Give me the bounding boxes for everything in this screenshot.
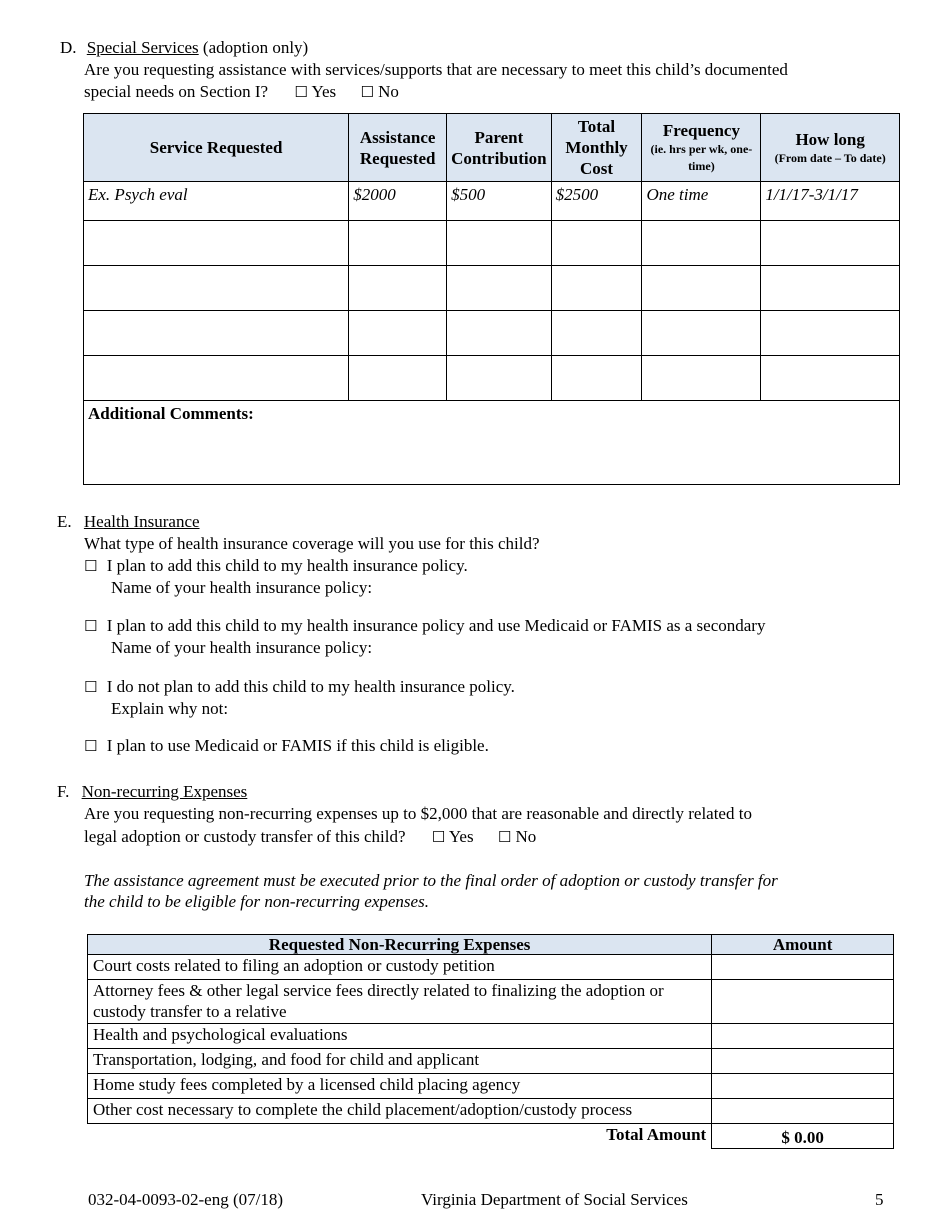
section-d-question-line2 [84,81,399,103]
table-row [88,980,894,1024]
table-row [88,1024,894,1049]
contribution-cell[interactable] [447,221,551,266]
insurance-option-3-subtext: Explain why not: [111,699,229,718]
nre-amount-input[interactable] [712,1074,894,1099]
section-f-question-line1: Are you requesting non-recurring expenses up to $2,000 that are reasonable and directly related to [84,804,752,823]
nre-amount-input[interactable] [712,1024,894,1049]
section-d-title: Special Services [86,38,199,57]
nre-amount-input[interactable] [712,1049,894,1074]
header-total-monthly-cost: Total Monthly Cost [551,114,642,182]
header-how-long-main: How long [795,129,865,149]
frequency-cell[interactable] [642,221,761,266]
insurance-option-3 [84,676,515,720]
nre-header-row [88,935,894,955]
nre-expense-label: Home study fees completed by a licensed child placing agency [88,1074,712,1099]
insurance-option-2-checkbox[interactable]: ☐ [84,617,98,635]
section-d-heading [60,37,308,59]
section-d-yes-label: Yes [311,82,337,101]
section-d-title-suffix: (adoption only) [202,38,309,57]
insurance-option-2-text: I plan to add this child to my health insurance policy and use Medicaid or FAMIS as a secondary [106,616,766,635]
insurance-option-4-text: I plan to use Medicaid or FAMIS if this child is eligible. [106,736,489,755]
frequency-cell[interactable] [642,311,761,356]
nre-total-row [88,1124,894,1149]
additional-comments-row [84,401,900,485]
section-f-question-text: legal adoption or custody transfer of this child? [84,827,406,846]
how-long-cell[interactable] [761,356,900,401]
assistance-cell[interactable] [349,311,447,356]
how-long-cell[interactable] [761,311,900,356]
total-cost-cell[interactable] [551,266,642,311]
insurance-option-3-checkbox[interactable]: ☐ [84,678,98,696]
service-cell[interactable] [84,311,349,356]
table-row [84,356,900,401]
insurance-option-1 [84,555,468,599]
table-row [88,1099,894,1124]
section-f-no-label: No [515,827,537,846]
service-cell[interactable] [84,356,349,401]
example-how-long: 1/1/17-3/1/17 [761,182,900,221]
total-cost-cell[interactable] [551,356,642,401]
header-assistance-requested: Assistance Requested [349,114,447,182]
frequency-cell[interactable] [642,356,761,401]
nre-total-label: Total Amount [88,1124,712,1149]
section-e-heading [57,511,200,533]
example-total-cost: $2500 [551,182,642,221]
example-frequency: One time [642,182,761,221]
insurance-option-4-checkbox[interactable]: ☐ [84,737,98,755]
section-e-question: What type of health insurance coverage will you use for this child? [84,534,540,553]
nre-header-expense: Requested Non-Recurring Expenses [88,935,712,955]
table-row [88,1074,894,1099]
footer-form-id: 032-04-0093-02-eng (07/18) [88,1190,283,1209]
service-cell[interactable] [84,221,349,266]
insurance-option-1-subtext: Name of your health insurance policy: [111,578,373,597]
nre-header-amount: Amount [712,935,894,955]
total-cost-cell[interactable] [551,221,642,266]
additional-comments-label: Additional Comments: [88,404,254,423]
footer-agency: Virginia Department of Social Services [421,1190,688,1209]
section-f-yes-checkbox[interactable]: ☐ [431,828,446,846]
assistance-cell[interactable] [349,221,447,266]
section-e-title: Health Insurance [83,512,200,531]
how-long-cell[interactable] [761,266,900,311]
section-d-question-line1: Are you requesting assistance with services/supports that are necessary to meet this child’s documented [84,60,788,79]
table-row [84,311,900,356]
nre-amount-input[interactable] [712,1099,894,1124]
special-services-table [83,113,900,485]
section-f-yes-label: Yes [448,827,474,846]
table-row [84,266,900,311]
insurance-option-1-checkbox[interactable]: ☐ [84,557,98,575]
non-recurring-expenses-table [87,934,894,1149]
section-f-question-line2 [84,826,536,848]
assistance-cell[interactable] [349,356,447,401]
section-f-note-line2: the child to be eligible for non-recurring expenses. [84,892,429,911]
section-f-heading [57,781,247,803]
section-d-letter: D. [60,38,77,57]
section-f-note-line1: The assistance agreement must be executed prior to the final order of adoption or custody transfer for [84,871,778,890]
nre-expense-label: Court costs related to filing an adoption or custody petition [88,955,712,980]
footer-page-number: 5 [875,1190,884,1209]
section-f-title: Non-recurring Expenses [81,782,248,801]
insurance-option-3-text: I do not plan to add this child to my health insurance policy. [106,677,515,696]
total-cost-cell[interactable] [551,311,642,356]
header-how-long [761,114,900,182]
header-parent-contribution: Parent Contribution [447,114,551,182]
table-row [84,221,900,266]
section-f-letter: F. [57,782,70,801]
section-d-yes-checkbox[interactable]: ☐ [294,83,308,101]
example-service: Ex. Psych eval [84,182,349,221]
header-frequency-main: Frequency [662,121,740,140]
nre-expense-label: Other cost necessary to complete the child placement/adoption/custody process [88,1099,712,1124]
nre-amount-input[interactable] [712,980,894,1024]
insurance-option-1-text: I plan to add this child to my health insurance policy. [106,556,468,575]
table-row [88,1049,894,1074]
insurance-option-2-subtext: Name of your health insurance policy: [111,638,373,657]
additional-comments-field[interactable] [84,401,900,485]
nre-expense-label: Health and psychological evaluations [88,1024,712,1049]
how-long-cell[interactable] [761,221,900,266]
nre-total-value: $ 0.00 [712,1124,894,1149]
contribution-cell[interactable] [447,266,551,311]
service-cell[interactable] [84,266,349,311]
example-assistance: $2000 [349,182,447,221]
special-services-header-row [84,114,900,182]
section-d-question-text: special needs on Section I? [84,82,269,101]
section-e-letter: E. [57,512,72,531]
section-d-no-label: No [378,82,399,101]
insurance-option-2 [84,615,765,659]
example-parent-contribution: $500 [447,182,551,221]
table-row [88,955,894,980]
contribution-cell[interactable] [447,356,551,401]
header-frequency [642,114,761,182]
table-row-example [84,182,900,221]
header-frequency-sub: (ie. hrs per wk, one-time) [650,142,753,173]
insurance-option-4 [84,735,489,757]
header-service-requested: Service Requested [84,114,349,182]
nre-expense-label: Transportation, lodging, and food for child and applicant [88,1049,712,1074]
nre-amount-input[interactable] [712,955,894,980]
section-f-no-checkbox[interactable]: ☐ [497,828,512,846]
frequency-cell[interactable] [642,266,761,311]
assistance-cell[interactable] [349,266,447,311]
header-how-long-sub: (From date – To date) [774,150,886,165]
contribution-cell[interactable] [447,311,551,356]
section-d-no-checkbox[interactable]: ☐ [360,83,374,101]
nre-expense-label: Attorney fees & other legal service fees directly related to finalizing the adoption or custody transfer to a relative [88,980,712,1024]
